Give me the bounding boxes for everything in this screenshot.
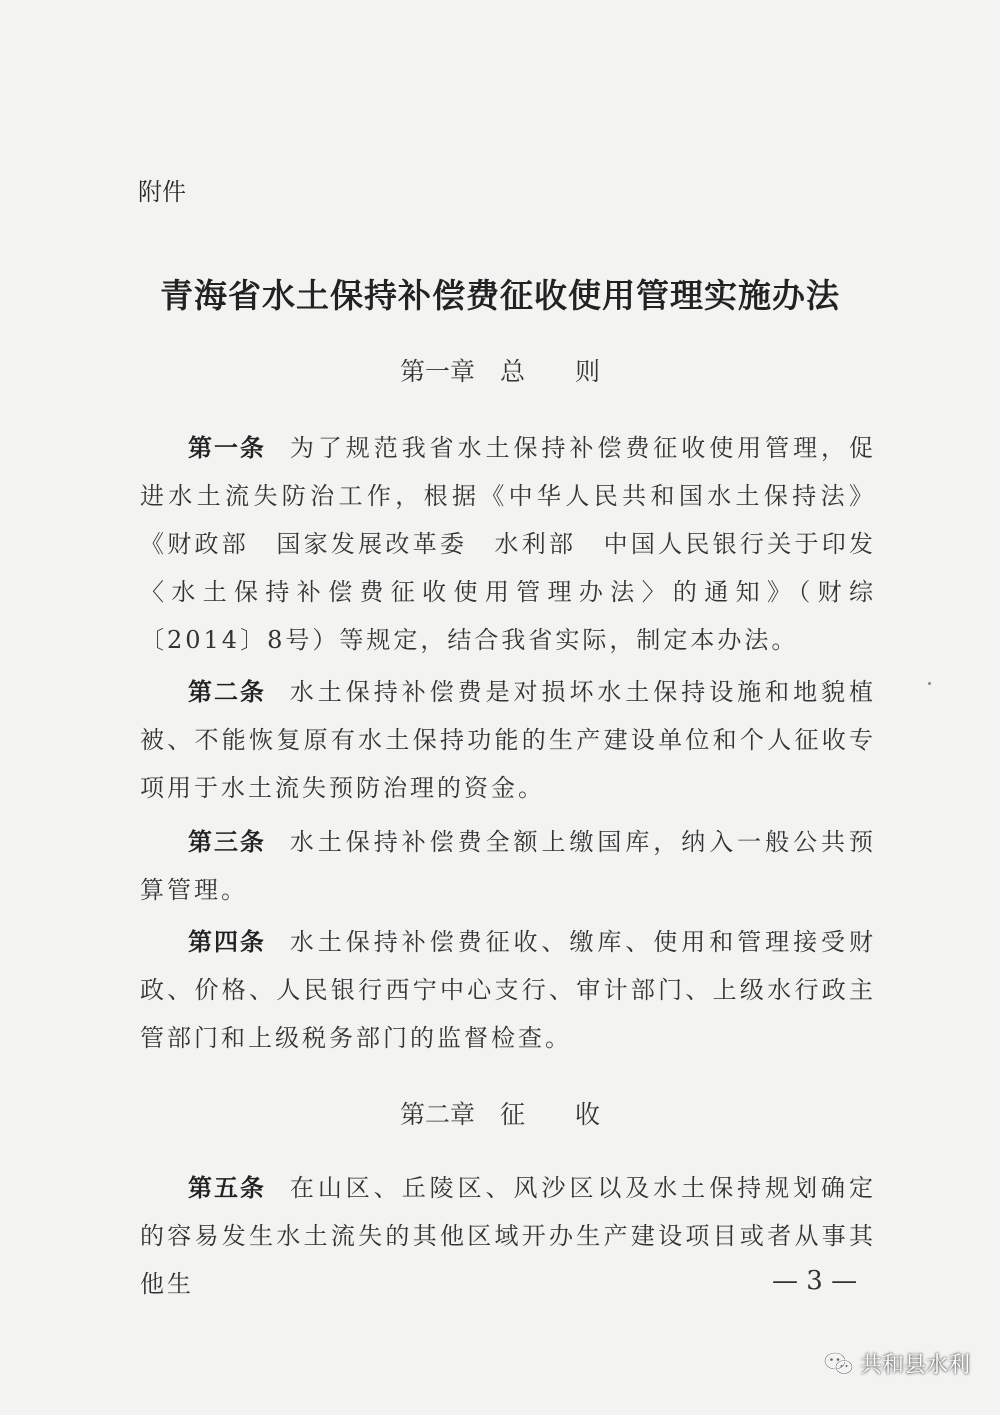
article-1: [140, 424, 876, 664]
article-text: 水土保持补偿费全额上缴国库，纳入一般公共预算管理。: [140, 828, 877, 904]
article-text: 为了规范我省水土保持补偿费征收使用管理，促进水土流失防治工作，根据《中华人民共和国水土保持法》《财政部 国家发展改革委 水利部 中国人民银行关于印发〈水土保持补偿费征收使用管理办法〉的通知》（财综〔2014〕8号）等规定，结合我省实际，制定本办法。: [140, 434, 877, 654]
article-text: 水土保持补偿费是对损坏水土保持设施和地貌植被、不能恢复原有水土保持功能的生产建设单位和个人征收专项用于水土流失预防治理的资金。: [140, 678, 877, 802]
article-label: 第五条: [188, 1174, 266, 1202]
article-4: [140, 918, 876, 1062]
article-label: 第四条: [188, 928, 266, 956]
watermark-text: 共和县水利: [859, 1353, 970, 1378]
watermark: [824, 1348, 970, 1379]
article-label: 第二条: [188, 678, 266, 706]
article-label: 第一条: [188, 434, 266, 462]
article-label: 第三条: [188, 828, 266, 856]
article-text: 水土保持补偿费征收、缴库、使用和管理接受财政、价格、人民银行西宁中心支行、审计部门、上级水行政主管部门和上级税务部门的监督检查。: [140, 928, 877, 1052]
chapter-heading: 第二章 征 收: [399, 1100, 600, 1129]
article-text: 在山区、丘陵区、风沙区以及水土保持规划确定的容易发生水土流失的其他区域开办生产建设项目或者从事其他生: [140, 1174, 877, 1298]
chapter-heading: 第一章 总 则: [399, 357, 600, 386]
wechat-icon: [824, 1351, 854, 1377]
document-title: 青海省水土保持补偿费征收使用管理实施办法: [160, 276, 840, 315]
article-3: [140, 818, 876, 914]
attachment-label: 附件: [138, 178, 186, 206]
article-5: [140, 1164, 876, 1308]
article-2: [140, 668, 876, 812]
scan-speck: [928, 682, 931, 685]
page-number: — 3 —: [772, 1266, 858, 1296]
